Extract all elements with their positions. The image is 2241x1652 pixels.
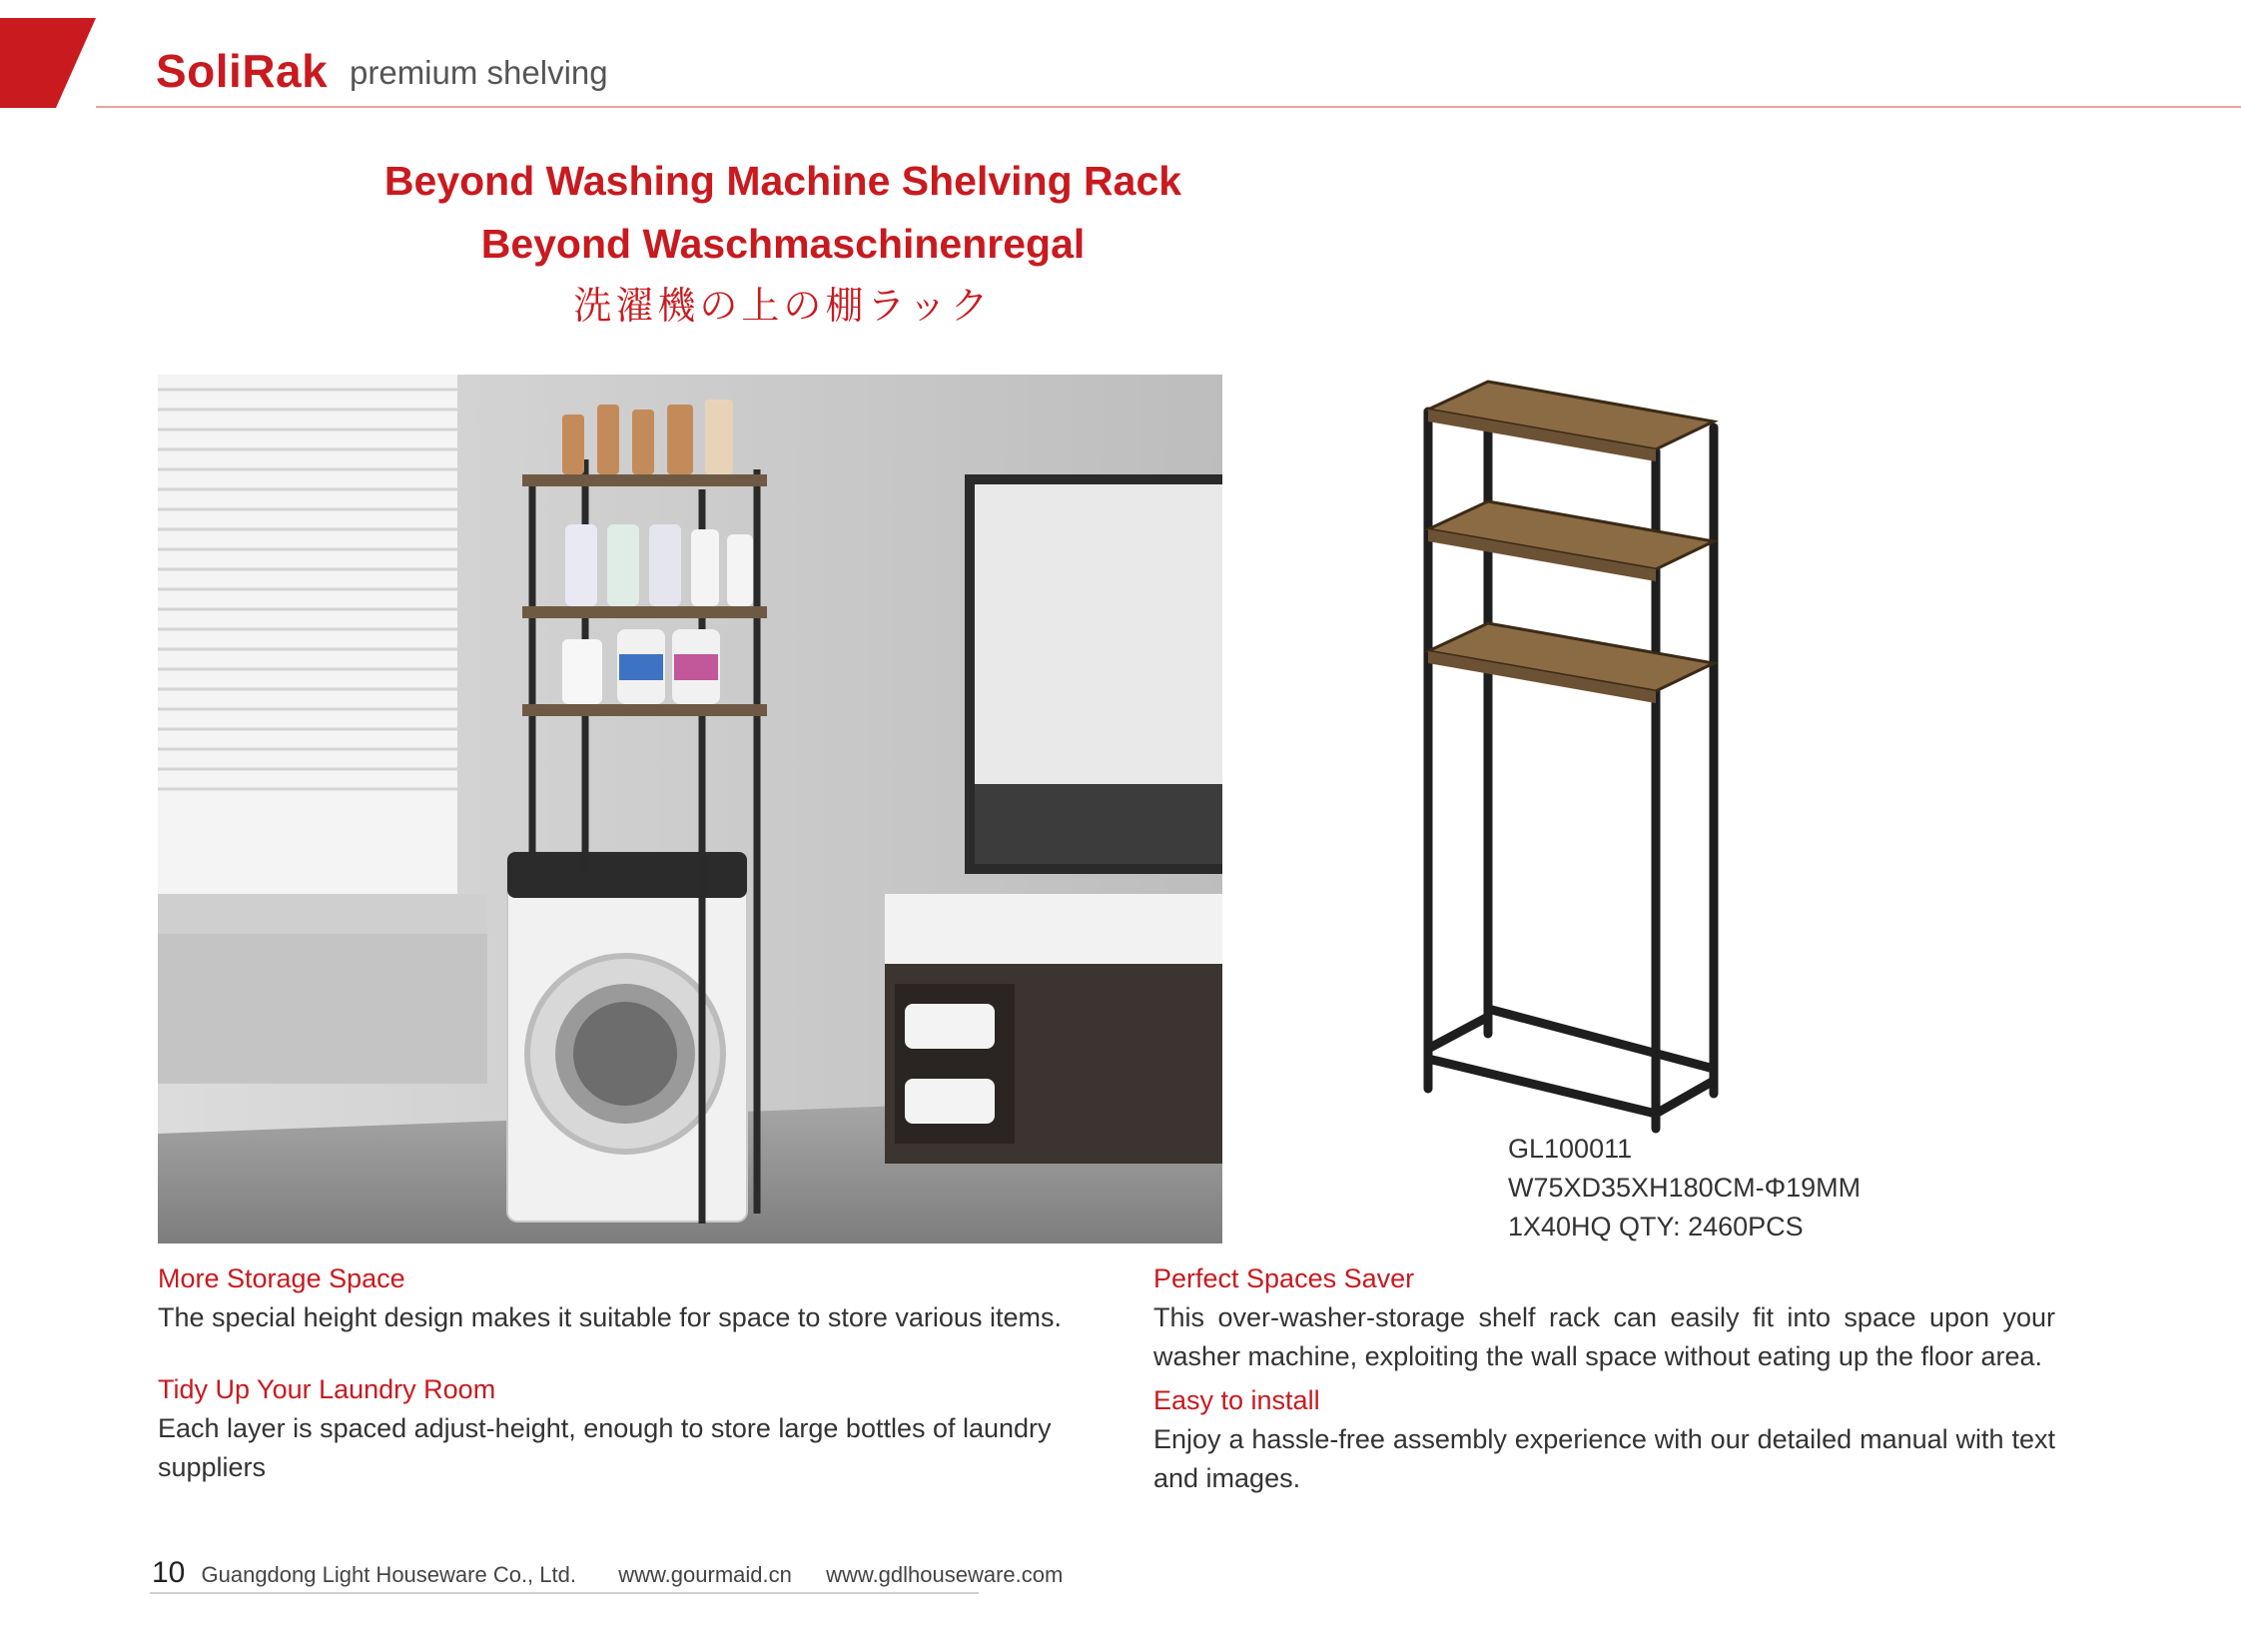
title-japanese: 洗濯機の上の棚ラック (573, 284, 993, 328)
feature-body: Enjoy a hassle-free assembly experience with our detailed manual with text and images. (1153, 1424, 2055, 1493)
product-dimensions: W75XD35XH180CM-Φ19MM (1508, 1173, 1862, 1203)
brand-corner-tab (0, 18, 96, 108)
brand-name: SoliRak (156, 45, 329, 97)
product-code: GL100011 (1508, 1134, 1633, 1164)
page-number: 10 (152, 1556, 186, 1589)
feature-body: The special height design makes it suitable for space to store various items. (158, 1302, 1062, 1332)
feature-heading: Easy to install (1153, 1385, 1320, 1415)
page-footer (152, 1556, 1063, 1590)
feature-body: This over-washer-storage shelf rack can easily fit into space upon your washer machine, exploiting the wall space without eating up the floor area. (1153, 1302, 2055, 1371)
website-link-1[interactable]: www.gourmaid.cn (618, 1562, 792, 1587)
feature-more-storage (158, 1259, 1107, 1337)
title-english: Beyond Washing Machine Shelving Rack (383, 158, 1182, 204)
feature-tidy-laundry (158, 1370, 1107, 1487)
header-divider (96, 106, 2241, 108)
product-spec-block (1508, 1130, 1861, 1246)
feature-space-saver (1153, 1259, 2055, 1376)
feature-heading: Tidy Up Your Laundry Room (158, 1374, 496, 1404)
feature-heading: Perfect Spaces Saver (1153, 1263, 1415, 1293)
feature-heading: More Storage Space (158, 1263, 405, 1293)
footer-divider (150, 1592, 979, 1594)
title-german: Beyond Waschmaschinenregal (480, 221, 1086, 267)
company-name: Guangdong Light Houseware Co., Ltd. (201, 1562, 576, 1587)
feature-body: Each layer is spaced adjust-height, enough to store large bottles of laundry suppliers (158, 1413, 1052, 1482)
website-link-2[interactable]: www.gdlhouseware.com (826, 1562, 1064, 1587)
product-container-qty: 1X40HQ QTY: 2460PCS (1508, 1212, 1804, 1241)
rack-product-illustration (1408, 370, 1778, 1149)
product-title-block (0, 150, 1566, 336)
brand-tagline: premium shelving (350, 54, 608, 91)
bathroom-lifestyle-photo (158, 375, 1222, 1243)
feature-easy-install (1153, 1381, 2055, 1498)
